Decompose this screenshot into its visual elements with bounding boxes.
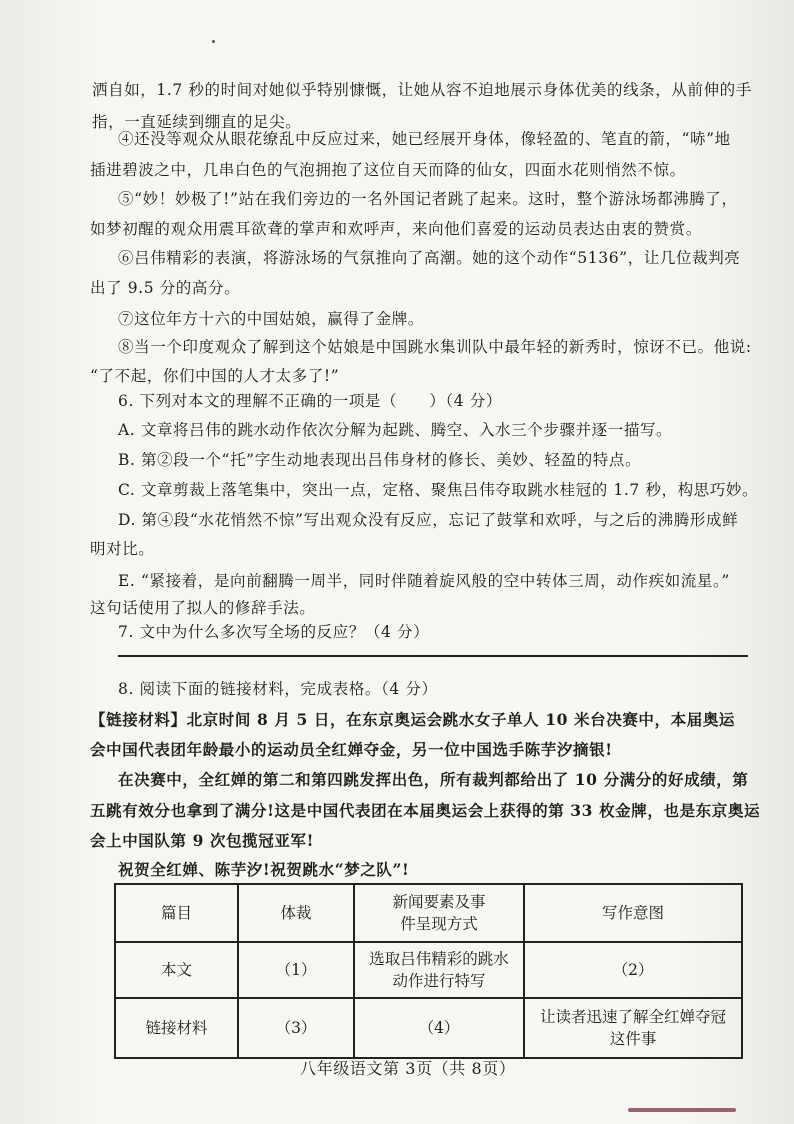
table-cell[interactable]: （3） [238,998,354,1058]
header-cell: 体裁 [238,884,354,942]
link-material-line-3: 在决赛中，全红婵的第二和第四跳发挥出色，所有裁判都给出了 10 分满分的好成绩，第 [118,770,749,789]
link-material-line-1: 【链接材料】北京时间 8 月 5 日，在东京奥运会跳水女子单人 10 米台决赛中，本届奥运 [90,710,736,729]
paragraph-8-line-2: “了不起，你们中国的人才太多了!” [90,367,340,385]
paragraph-6-line-2: 出了 9.5 分的高分。 [90,279,241,297]
paragraph-7: ⑦这位年方十六的中国姑娘，赢得了金牌。 [118,310,424,328]
table-cell[interactable]: （1） [238,942,354,998]
paragraph-4-line-2: 插进碧波之中，几串白色的气泡拥抱了这位自天而降的仙女，四面水花则悄然不惊。 [90,161,686,179]
option-e-line-2: 这句话使用了拟人的修辞手法。 [90,599,316,617]
table-header-row [115,884,742,942]
table-cell[interactable]: （4） [354,998,524,1058]
link-material-line-4: 五跳有效分也拿到了满分!这是中国代表团在本届奥运会上获得的第 33 枚金牌，也是东京奥运 [90,801,761,820]
paragraph-5-line-2: 如梦初醒的观众用震耳欲聋的掌声和欢呼声，来向他们喜爱的运动员表达由衷的赞赏。 [90,220,702,238]
table-cell: 链接材料 [115,998,238,1058]
option-c: C. 文章剪裁上落笔集中，突出一点，定格、聚焦吕伟夺取跳水桂冠的 1.7 秒，构思巧妙。 [118,481,759,499]
answer-line [118,655,748,657]
scan-mark [628,1108,736,1112]
text-line: 洒自如，1.7 秒的时间对她似乎特别慷慨，让她从容不迫地展示身体优美的线条，从前伸的手 [92,81,752,99]
link-material-line-2: 会中国代表团年龄最小的运动员全红婵夺金，另一位中国选手陈芋汐摘银! [90,740,613,759]
paragraph-6-line-1: ⑥吕伟精彩的表演，将游泳场的气氛推向了高潮。她的这个动作“5136”，让几位裁判亮 [118,249,741,267]
answer-table [114,883,743,1059]
table-row [115,998,742,1058]
question-6: 6. 下列对本文的理解不正确的一项是（ ）（4 分） [118,392,502,410]
header-cell-text: 新闻要素及事 件呈现方式 [392,893,486,933]
table-cell-text: 让读者迅速了解全红婵夺冠 这件事 [539,1008,726,1048]
table-cell: 本文 [115,942,238,998]
option-d-line-2: 明对比。 [90,540,155,558]
question-7: 7. 文中为什么多次写全场的反应？（4 分） [118,623,430,641]
paragraph-8-line-1: ⑧当一个印度观众了解到这个姑娘是中国跳水集训队中最年轻的新秀时，惊讶不已。他说: [118,338,752,356]
paragraph-5-line-1: ⑤“妙！妙极了!”站在我们旁边的一名外国记者跳了起来。这时，整个游泳场都沸腾了， [118,190,738,208]
question-8: 8. 阅读下面的链接材料，完成表格。（4 分） [118,680,438,698]
page-footer: 八年级语文第 3页（共 8页） [300,1059,516,1078]
table-cell [354,942,524,998]
link-material-line-6: 祝贺全红婵、陈芋汐!祝贺跳水“梦之队”! [118,860,410,879]
option-d-line-1: D. 第④段“水花悄然不惊”写出观众没有反应，忘记了鼓掌和欢呼，与之后的沸腾形成鲜 [118,511,739,529]
table-cell-text: 选取吕伟精彩的跳水 动作进行特写 [369,950,509,990]
scan-speck [212,40,215,43]
table-row [115,942,742,998]
option-b: B. 第②段一个“托”字生动地表现出吕伟身材的修长、美妙、轻盈的特点。 [118,451,642,469]
text-line: 指，一直延续到绷直的足尖。 [92,113,302,131]
table-cell [524,998,742,1058]
option-a: A. 文章将吕伟的跳水动作依次分解为起跳、腾空、入水三个步骤并逐一描写。 [118,421,673,439]
header-cell: 写作意图 [524,884,742,942]
header-cell: 篇目 [115,884,238,942]
link-material-line-5: 会上中国队第 9 次包揽冠亚军! [90,831,314,850]
paragraph-4-line-1: ④还没等观众从眼花缭乱中反应过来，她已经展开身体，像轻盈的、笔直的箭，“哧”地 [118,130,731,148]
option-e-line-1: E. “紧接着，是向前翻腾一周半，同时伴随着旋风般的空中转体三周，动作疾如流星。” [118,572,730,590]
table-cell[interactable]: （2） [524,942,742,998]
header-cell [354,884,524,942]
